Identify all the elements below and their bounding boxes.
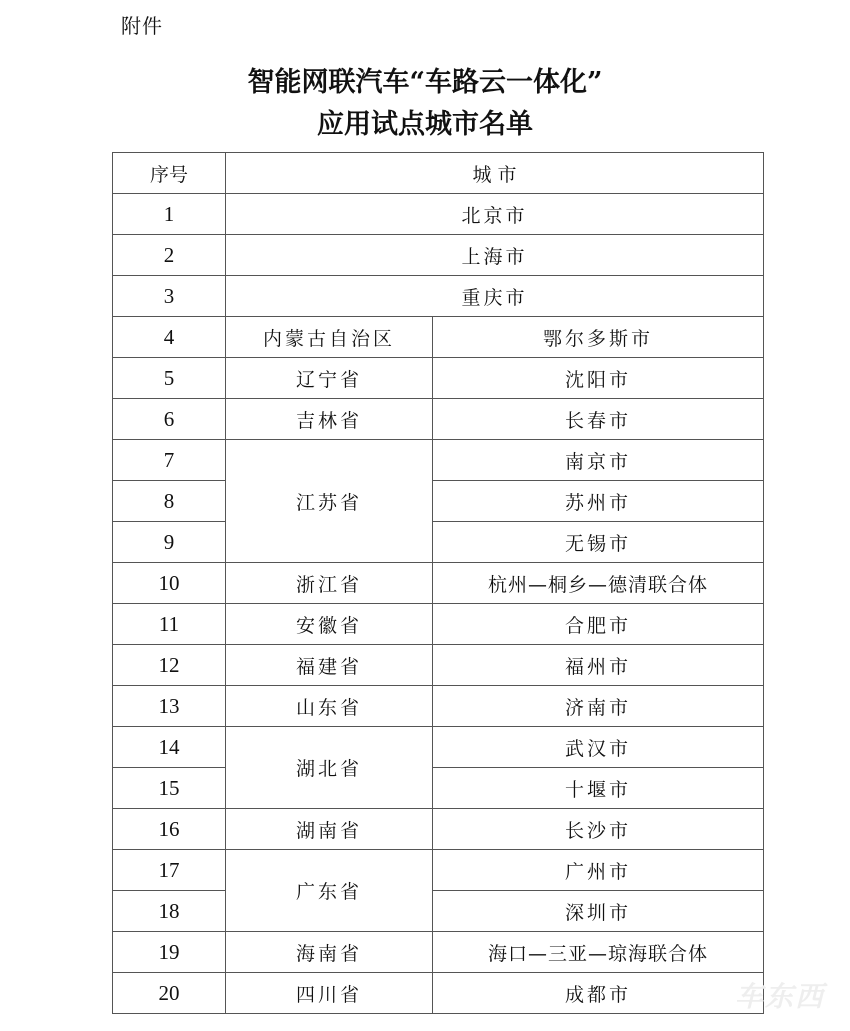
table-row [113,727,764,768]
attachment-label: 附件 [121,14,163,38]
row-number: 18 [113,891,226,932]
row-number: 17 [113,850,226,891]
table-row [113,358,764,399]
city-cell: 重庆市 [226,276,764,317]
city-cell: 海口—三亚—琼海联合体 [433,932,764,973]
row-number: 19 [113,932,226,973]
table-row [113,809,764,850]
city-cell: 长沙市 [433,809,764,850]
city-cell: 长春市 [433,399,764,440]
table-row [113,481,764,522]
column-header-number: 序号 [113,153,226,194]
row-number: 9 [113,522,226,563]
table-row [113,276,764,317]
column-header-city: 城 市 [226,153,764,194]
table-row [113,973,764,1014]
pilot-city-table [112,152,764,1014]
row-number: 14 [113,727,226,768]
province-cell: 海南省 [226,932,433,973]
table-row [113,194,764,235]
province-cell: 辽宁省 [226,358,433,399]
table-row [113,604,764,645]
table-header-row [113,153,764,194]
province-cell: 山东省 [226,686,433,727]
city-cell: 成都市 [433,973,764,1014]
row-number: 11 [113,604,226,645]
table-row [113,891,764,932]
city-cell: 苏州市 [433,481,764,522]
city-cell: 鄂尔多斯市 [433,317,764,358]
row-number: 13 [113,686,226,727]
city-cell: 武汉市 [433,727,764,768]
table-row [113,317,764,358]
province-cell: 浙江省 [226,563,433,604]
city-cell: 南京市 [433,440,764,481]
row-number: 12 [113,645,226,686]
table-row [113,399,764,440]
row-number: 2 [113,235,226,276]
city-cell: 杭州—桐乡—德清联合体 [433,563,764,604]
document-title-line2: 应用试点城市名单 [317,109,533,140]
row-number: 20 [113,973,226,1014]
city-cell: 深圳市 [433,891,764,932]
province-cell: 湖北省 [226,727,433,809]
city-cell: 北京市 [226,194,764,235]
city-cell: 广州市 [433,850,764,891]
table-row [113,440,764,481]
province-cell: 湖南省 [226,809,433,850]
province-cell: 安徽省 [226,604,433,645]
city-cell: 福州市 [433,645,764,686]
row-number: 6 [113,399,226,440]
row-number: 10 [113,563,226,604]
table-row [113,932,764,973]
row-number: 7 [113,440,226,481]
province-cell: 福建省 [226,645,433,686]
table-row [113,850,764,891]
row-number: 8 [113,481,226,522]
province-cell: 吉林省 [226,399,433,440]
city-cell: 合肥市 [433,604,764,645]
document-title-line1: 智能网联汽车“车路云一体化” [247,67,603,98]
table-row [113,645,764,686]
city-cell: 无锡市 [433,522,764,563]
city-cell: 十堰市 [433,768,764,809]
province-cell: 四川省 [226,973,433,1014]
city-cell: 济南市 [433,686,764,727]
table-row [113,563,764,604]
row-number: 3 [113,276,226,317]
province-cell: 内蒙古自治区 [226,317,433,358]
city-cell: 沈阳市 [433,358,764,399]
table-row [113,686,764,727]
table-row [113,768,764,809]
watermark-logo: 车东西 [735,980,826,1013]
row-number: 15 [113,768,226,809]
row-number: 16 [113,809,226,850]
table-row [113,235,764,276]
province-cell: 广东省 [226,850,433,932]
province-cell: 江苏省 [226,440,433,563]
row-number: 5 [113,358,226,399]
row-number: 1 [113,194,226,235]
table-row [113,522,764,563]
city-cell: 上海市 [226,235,764,276]
row-number: 4 [113,317,226,358]
